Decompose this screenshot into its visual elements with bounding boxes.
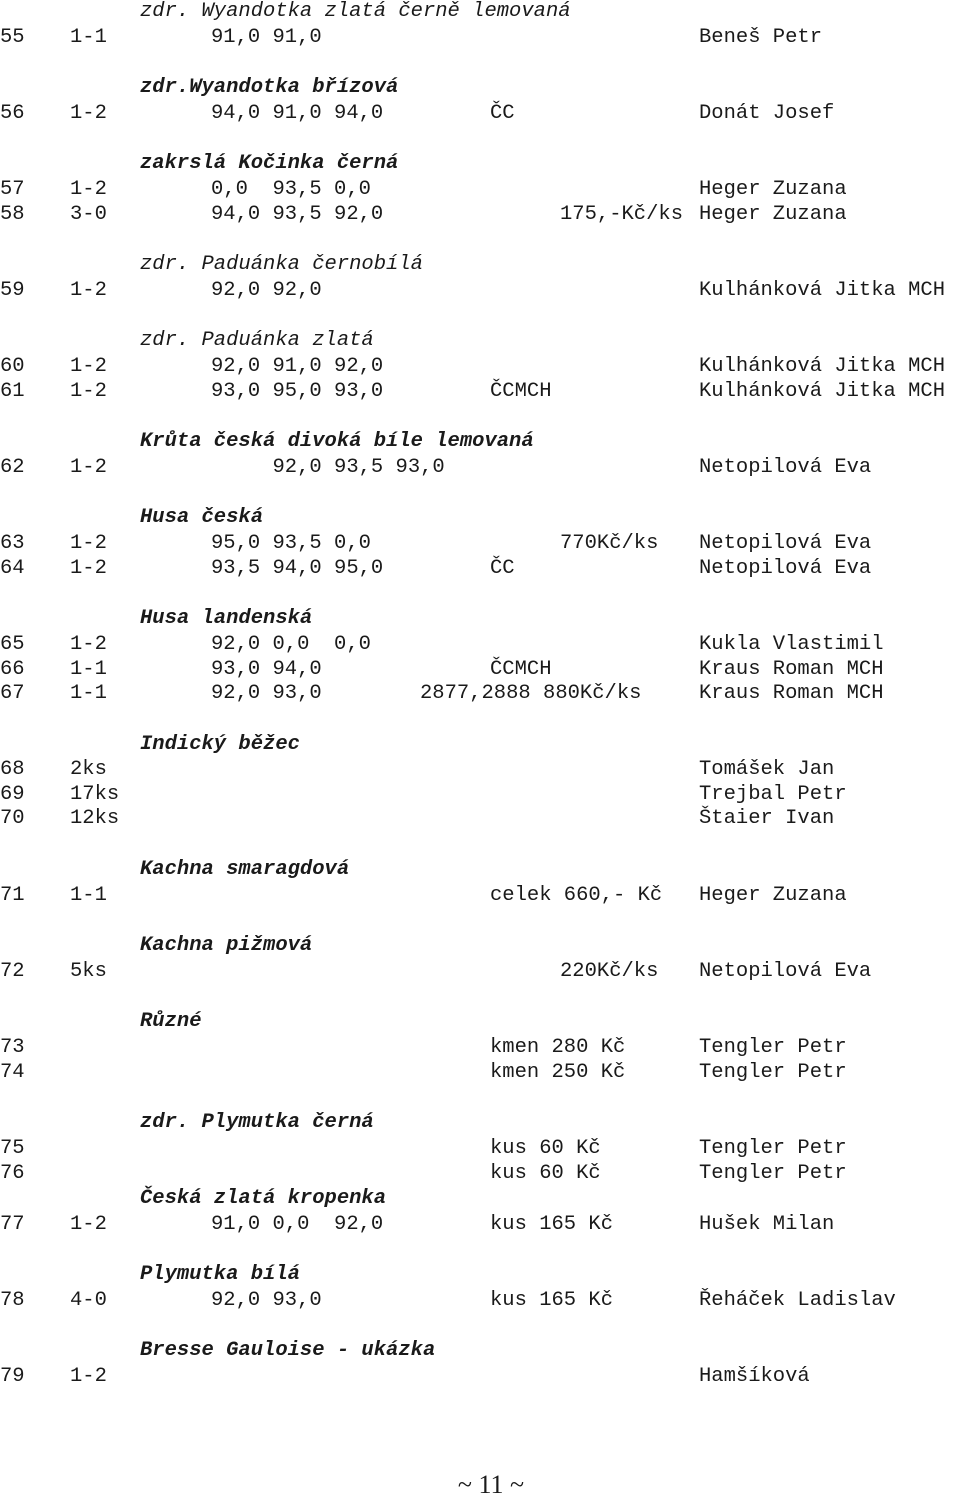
entry-sex: 2ks: [70, 758, 107, 781]
entry-scores: 92,0 91,0 92,0: [211, 355, 384, 378]
entry-sex: 3-0: [70, 203, 107, 226]
breed-heading: zdr.Wyandotka břízová: [140, 76, 399, 99]
entry-award: kus 165 Kč: [490, 1213, 614, 1236]
entry-owner: Tengler Petr: [699, 1036, 847, 1059]
entry-row: [0, 1061, 960, 1085]
entry-sex: 1-1: [70, 658, 107, 681]
entry-no: 68: [0, 758, 25, 781]
entry-sex: 12ks: [70, 807, 120, 830]
entry-owner: Trejbal Petr: [699, 783, 847, 806]
entry-price: 220Kč/ks: [560, 960, 659, 983]
entry-row: [0, 633, 960, 657]
entry-no: 69: [0, 783, 25, 806]
entry-row: [0, 1036, 960, 1060]
entry-owner: Tengler Petr: [699, 1137, 847, 1160]
entry-row: [0, 783, 960, 807]
breed-heading: Husa česká: [140, 506, 264, 529]
entry-owner: Netopilová Eva: [699, 456, 872, 479]
entry-row: [0, 380, 960, 404]
entry-award: kmen 250 Kč: [490, 1061, 626, 1084]
entry-owner: Heger Zuzana: [699, 884, 847, 907]
entry-sex: 1-2: [70, 355, 107, 378]
entry-award: kus 60 Kč: [490, 1137, 601, 1160]
breed-heading: Husa landenská: [140, 607, 313, 630]
entry-scores: 94,0 93,5 92,0: [211, 203, 384, 226]
entry-sex: 1-2: [70, 532, 107, 555]
breed-heading: zakrslá Kočinka černá: [140, 152, 399, 175]
entry-owner: Štaier Ivan: [699, 807, 835, 830]
entry-scores: 0,0 93,5 0,0: [211, 178, 371, 201]
entry-row: [0, 102, 960, 126]
entry-scores: 92,0 0,0 0,0: [211, 633, 371, 656]
entry-owner: Kraus Roman MCH: [699, 682, 884, 705]
entry-price: 2877,2888 880Kč/ks: [420, 682, 642, 705]
entry-owner: Hušek Milan: [699, 1213, 835, 1236]
entry-owner: Heger Zuzana: [699, 178, 847, 201]
entry-owner: Tengler Petr: [699, 1162, 847, 1185]
entry-scores: 93,0 94,0: [211, 658, 322, 681]
entry-scores: 91,0 0,0 92,0: [211, 1213, 384, 1236]
entry-no: 56: [0, 102, 25, 125]
entry-sex: 1-2: [70, 456, 107, 479]
entry-scores: 92,0 92,0: [211, 279, 322, 302]
entry-owner: Netopilová Eva: [699, 557, 872, 580]
entry-row: [0, 807, 960, 831]
entry-price: 770Kč/ks: [560, 532, 659, 555]
entry-owner: Kukla Vlastimil: [699, 633, 884, 656]
entry-sex: 1-1: [70, 884, 107, 907]
entry-row: [0, 1289, 960, 1313]
entry-owner: Hamšíková: [699, 1365, 810, 1388]
entry-owner: Kulhánková Jitka MCH: [699, 355, 946, 378]
entry-row: [0, 1137, 960, 1161]
entry-sex: 1-1: [70, 682, 107, 705]
entry-scores: 92,0 93,5 93,0: [211, 456, 445, 479]
entry-no: 67: [0, 682, 25, 705]
breed-heading: Bresse Gauloise - ukázka: [140, 1339, 436, 1362]
entry-no: 57: [0, 178, 25, 201]
entry-scores: 95,0 93,5 0,0: [211, 532, 371, 555]
entry-row: [0, 203, 960, 227]
entry-no: 78: [0, 1289, 25, 1312]
entry-owner: Kulhánková Jitka MCH: [699, 380, 946, 403]
breed-heading: Indický běžec: [140, 733, 300, 756]
entry-award: kmen 280 Kč: [490, 1036, 626, 1059]
entry-sex: 17ks: [70, 783, 120, 806]
breed-heading: Krůta česká divoká bíle lemovaná: [140, 430, 534, 453]
entry-owner: Donát Josef: [699, 102, 835, 125]
entry-row: [0, 355, 960, 379]
entry-sex: 1-2: [70, 380, 107, 403]
entry-award: kus 165 Kč: [490, 1289, 614, 1312]
entry-sex: 1-2: [70, 102, 107, 125]
breed-heading: zdr. Paduánka zlatá: [140, 329, 374, 352]
entry-scores: 91,0 91,0: [211, 26, 322, 49]
entry-price: 175,-Kč/ks: [560, 203, 684, 226]
entry-owner: Netopilová Eva: [699, 960, 872, 983]
entry-owner: Kulhánková Jitka MCH: [699, 279, 946, 302]
entry-scores: 93,5 94,0 95,0: [211, 557, 384, 580]
breed-heading: Kachna pižmová: [140, 934, 313, 957]
entry-no: 61: [0, 380, 25, 403]
entry-row: [0, 532, 960, 556]
entry-row: [0, 178, 960, 202]
entry-row: [0, 279, 960, 303]
breed-heading: zdr. Paduánka černobílá: [140, 253, 423, 276]
entry-award: ČC: [490, 557, 515, 580]
entry-row: [0, 456, 960, 480]
entry-no: 66: [0, 658, 25, 681]
entry-award: ČCMCH: [490, 380, 552, 403]
entry-award: kus 60 Kč: [490, 1162, 601, 1185]
entry-scores: 92,0 93,0: [211, 1289, 322, 1312]
entry-no: 70: [0, 807, 25, 830]
entry-no: 63: [0, 532, 25, 555]
entry-row: [0, 884, 960, 908]
entry-row: [0, 1162, 960, 1186]
breed-heading: Různé: [140, 1010, 202, 1033]
entry-no: 59: [0, 279, 25, 302]
entry-row: [0, 1365, 960, 1389]
entry-owner: Řeháček Ladislav: [699, 1289, 896, 1312]
breed-heading: Plymutka bílá: [140, 1263, 300, 1286]
entry-no: 72: [0, 960, 25, 983]
entry-no: 58: [0, 203, 25, 226]
breed-heading: Česká zlatá kropenka: [140, 1187, 387, 1210]
entry-sex: 1-2: [70, 1365, 107, 1388]
entry-no: 74: [0, 1061, 25, 1084]
entry-scores: 93,0 95,0 93,0: [211, 380, 384, 403]
entry-owner: Kraus Roman MCH: [699, 658, 884, 681]
page-number: ~ 11 ~: [457, 1470, 525, 1499]
entry-no: 79: [0, 1365, 25, 1388]
entry-sex: 1-2: [70, 633, 107, 656]
entry-sex: 5ks: [70, 960, 107, 983]
entry-sex: 1-2: [70, 1213, 107, 1236]
entry-owner: Heger Zuzana: [699, 203, 847, 226]
entry-row: [0, 557, 960, 581]
entry-owner: Beneš Petr: [699, 26, 823, 49]
entry-no: 64: [0, 557, 25, 580]
entry-no: 76: [0, 1162, 25, 1185]
entry-scores: 92,0 93,0: [211, 682, 322, 705]
entry-sex: 1-1: [70, 26, 107, 49]
entry-no: 71: [0, 884, 25, 907]
entry-no: 60: [0, 355, 25, 378]
entry-no: 77: [0, 1213, 25, 1236]
entry-row: [0, 26, 960, 50]
breed-heading: zdr. Wyandotka zlatá černě lemovaná: [140, 0, 571, 23]
entry-scores: 94,0 91,0 94,0: [211, 102, 384, 125]
entry-sex: 4-0: [70, 1289, 107, 1312]
entry-award: celek 660,- Kč: [490, 884, 663, 907]
entry-row: [0, 960, 960, 984]
breed-heading: Kachna smaragdová: [140, 858, 350, 881]
entry-row: [0, 758, 960, 782]
entry-no: 62: [0, 456, 25, 479]
entry-no: 75: [0, 1137, 25, 1160]
entry-no: 73: [0, 1036, 25, 1059]
entry-award: ČCMCH: [490, 658, 552, 681]
entry-sex: 1-2: [70, 279, 107, 302]
entry-no: 55: [0, 26, 25, 49]
entry-owner: Netopilová Eva: [699, 532, 872, 555]
entry-sex: 1-2: [70, 557, 107, 580]
entry-sex: 1-2: [70, 178, 107, 201]
entry-owner: Tomášek Jan: [699, 758, 835, 781]
entry-row: [0, 682, 960, 706]
entry-owner: Tengler Petr: [699, 1061, 847, 1084]
entry-no: 65: [0, 633, 25, 656]
entry-award: ČC: [490, 102, 515, 125]
entry-row: [0, 658, 960, 682]
entry-row: [0, 1213, 960, 1237]
breed-heading: zdr. Plymutka černá: [140, 1111, 374, 1134]
